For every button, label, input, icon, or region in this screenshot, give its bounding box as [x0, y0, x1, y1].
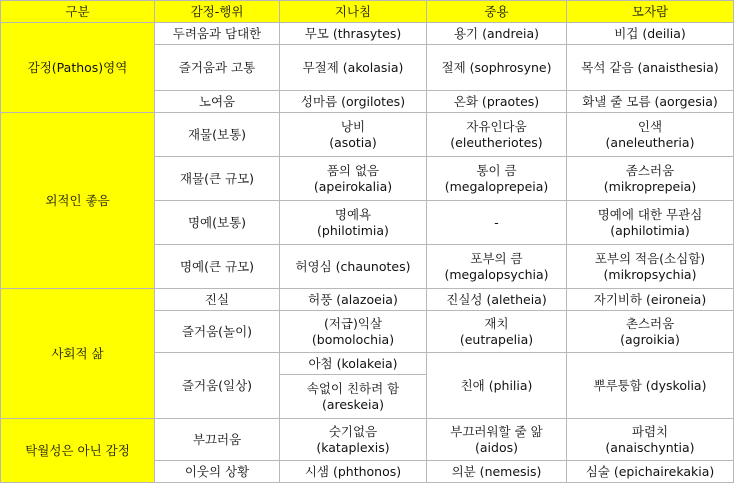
header-excess: 지나침 [280, 1, 427, 23]
mean-cell: 재치 (eutrapelia) [427, 311, 567, 353]
mean-cell: 의분 (nemesis) [427, 461, 567, 483]
deficit-cell: 포부의 적음(소심함) (mikropsychia) [567, 245, 734, 289]
excess-cell: 낭비 (asotia) [280, 113, 427, 157]
header-mean: 중용 [427, 1, 567, 23]
deficit-cell: 심술 (epichairekakia) [567, 461, 734, 483]
category-cell: 감정(Pathos)영역 [1, 23, 155, 113]
header-category: 구분 [1, 1, 155, 23]
excess-cell: 품의 없음 (apeirokalia) [280, 157, 427, 201]
item-cell: 명예(보통) [155, 201, 280, 245]
deficit-cell: 파렴치 (anaischyntia) [567, 419, 734, 461]
mean-cell: 용기 (andreia) [427, 23, 567, 45]
deficit-cell: 좀스러움 (mikroprepeia) [567, 157, 734, 201]
excess-cell: 속없이 친하려 함 (areskeia) [280, 375, 427, 419]
deficit-cell: 자기비하 (eironeia) [567, 289, 734, 311]
excess-cell: 무모 (thrasytes) [280, 23, 427, 45]
deficit-cell: 인색 (aneleutheria) [567, 113, 734, 157]
mean-cell: 절제 (sophrosyne) [427, 45, 567, 91]
item-cell: 즐거움과 고통 [155, 45, 280, 91]
table-row [1, 289, 734, 311]
mean-cell: 진실성 (aletheia) [427, 289, 567, 311]
excess-cell: 성마름 (orgilotes) [280, 91, 427, 113]
table-row [1, 419, 734, 461]
mean-cell: - [427, 201, 567, 245]
item-cell: 재물(큰 규모) [155, 157, 280, 201]
excess-cell: 명예욕 (philotimia) [280, 201, 427, 245]
header-row [1, 1, 734, 23]
item-cell: 재물(보통) [155, 113, 280, 157]
excess-cell: 허영심 (chaunotes) [280, 245, 427, 289]
table-row [1, 23, 734, 45]
mean-cell: 온화 (praotes) [427, 91, 567, 113]
table-row [1, 113, 734, 157]
item-cell: 부끄러움 [155, 419, 280, 461]
deficit-cell: 명예에 대한 무관심 (aphilotimia) [567, 201, 734, 245]
excess-cell: 무절제 (akolasia) [280, 45, 427, 91]
excess-cell: 시샘 (phthonos) [280, 461, 427, 483]
item-cell: 명예(큰 규모) [155, 245, 280, 289]
item-cell: 즐거움(놀이) [155, 311, 280, 353]
category-cell: 탁월성은 아닌 감정 [1, 419, 155, 483]
header-deficit: 모자람 [567, 1, 734, 23]
mean-cell: 친애 (philia) [427, 353, 567, 419]
category-cell: 사회적 삶 [1, 289, 155, 419]
excess-cell: (저급)익살 (bomolochia) [280, 311, 427, 353]
item-cell: 즐거움(일상) [155, 353, 280, 419]
category-cell: 외적인 좋음 [1, 113, 155, 289]
mean-cell: 자유인다움 (eleutheriotes) [427, 113, 567, 157]
deficit-cell: 화낼 줄 모름 (aorgesia) [567, 91, 734, 113]
deficit-cell: 목석 같음 (anaisthesia) [567, 45, 734, 91]
deficit-cell: 촌스러움 (agroikia) [567, 311, 734, 353]
excess-cell: 아첨 (kolakeia) [280, 353, 427, 375]
item-cell: 두려움과 담대한 [155, 23, 280, 45]
excess-cell: 허풍 (alazoeia) [280, 289, 427, 311]
mean-cell: 부끄러워할 줄 앎 (aidos) [427, 419, 567, 461]
mean-cell: 포부의 큼 (megalopsychia) [427, 245, 567, 289]
excess-cell: 숫기없음 (kataplexis) [280, 419, 427, 461]
mean-cell: 통이 큼 (megaloprepeia) [427, 157, 567, 201]
deficit-cell: 뿌루퉁함 (dyskolia) [567, 353, 734, 419]
header-emotion-action: 감정-행위 [155, 1, 280, 23]
deficit-cell: 비겁 (deilia) [567, 23, 734, 45]
item-cell: 노여움 [155, 91, 280, 113]
item-cell: 진실 [155, 289, 280, 311]
item-cell: 이웃의 상황 [155, 461, 280, 483]
